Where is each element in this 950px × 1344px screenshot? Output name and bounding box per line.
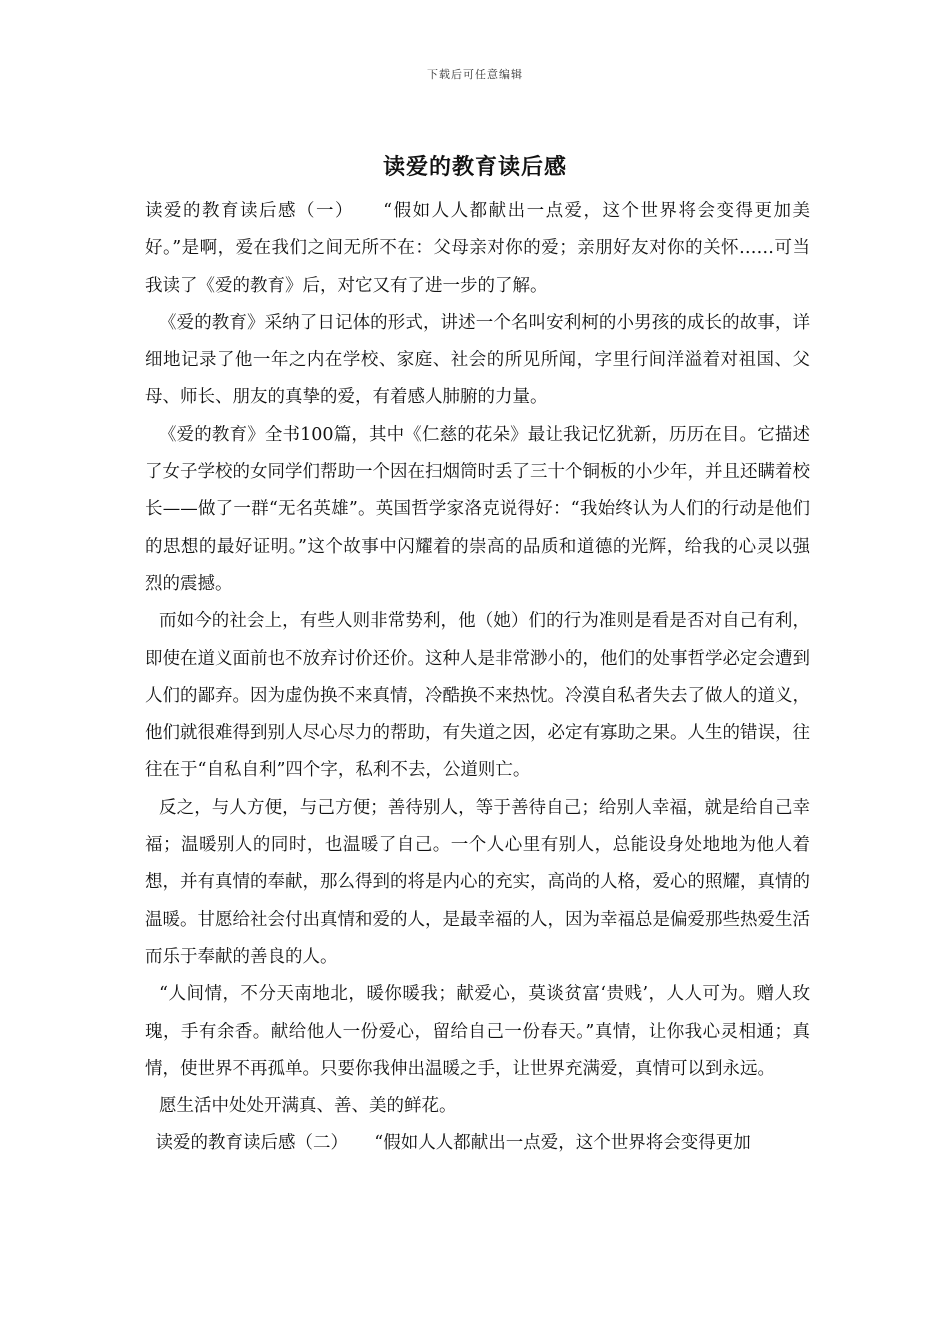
paragraph-book-summary: 《爱的教育》采纳了日记体的形式，讲述一个名叫安利柯的小男孩的成长的故事，详细地记录了他一年之内在学校、家庭、社会的所见所闻，字里行间洋溢着对祖国、父母、师长、朋友的真挚的爱，有着感人肺腑的力量。 [145, 312, 810, 408]
paragraph-kindness: 反之，与人方便，与己方便；善待别人，等于善待自己；给别人幸福，就是给自己幸福；温暖别人的同时，也温暖了自己。一个人心里有别人，总能设身处地地为他人着想，并有真情的奉献，那么得到的将是内心的充实，高尚的人格，爱心的照耀，真情的温暖。甘愿给社会付出真情和爱的人，是最幸福的人，因为幸福总是偏爱那些热爱生活而乐于奉献的善良的人。 [145, 797, 810, 967]
paragraph-second-essay-start: 读爱的教育读后感（二） “假如人人都献出一点爱，这个世界将会变得更加 [155, 1133, 751, 1154]
document-body [145, 193, 810, 1163]
paragraph-quote: “人间情，不分天南地北，暖你暖我；献爱心，莫谈贫富‘贵贱’，人人可为。赠人玫瑰，手有余香。献给他人一份爱心，留给自己一份春天。”真情，让你我心灵相通；真情，使世界不再孤单。只要你我伸出温暖之手，让世界充满爱，真情可以到永远。 [145, 984, 810, 1079]
document-title: 读爱的教育读后感 [382, 155, 567, 180]
paragraph-intro: 读爱的教育读后感（一） “假如人人都献出一点爱，这个世界将会变得更加美好。”是啊，爱在我们之间无所不在：父母亲对你的爱；亲朋好友对你的关怀……可当我读了《爱的教育》后，对它又有了进一步的了解。 [145, 201, 810, 296]
page-header-note: 下载后可任意编辑 [427, 68, 523, 81]
paragraph-society-critique: 而如今的社会上，有些人则非常势利，他（她）们的行为准则是看是否对自己有利，即使在道义面前也不放弃讨价还价。这种人是非常渺小的，他们的处事哲学必定会遭到人们的鄙弃。因为虚伪换不来真情，冷酷换不来热忱。冷漠自私者失去了做人的道义，他们就很难得到别人尽心尽力的帮助，有失道之因，必定有寡助之果。人生的错误，往往在于“自私自利”四个字，私利不去，公道则亡。 [145, 611, 810, 781]
paragraph-favorite-story: 《爱的教育》全书100篇，其中《仁慈的花朵》最让我记忆犹新，历历在目。它描述了女子学校的女同学们帮助一个因在扫烟筒时丢了三十个铜板的小少年，并且还瞒着校长——做了一群“无名英雄”。英国哲学家洛克说得好：“我始终认为人们的行动是他们的思想的最好证明。”这个故事中闪耀着的崇高的品质和道德的光辉，给我的心灵以强烈的震撼。 [145, 424, 810, 594]
paragraph-closing: 愿生活中处处开满真、善、美的鲜花。 [159, 1096, 457, 1117]
